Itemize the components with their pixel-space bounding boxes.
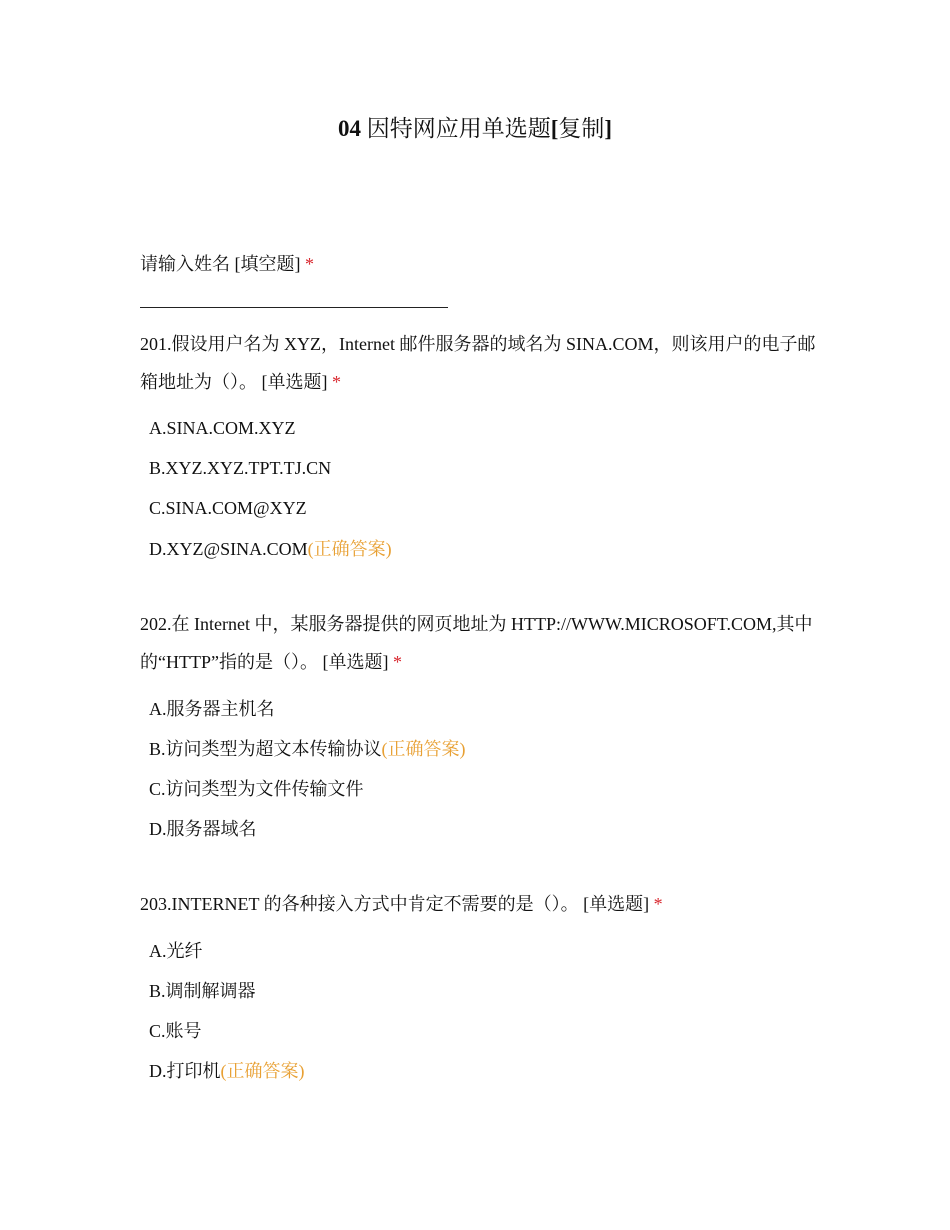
- title-tag: 复制: [558, 116, 605, 141]
- title-text: 因特网应用单选题: [366, 116, 551, 141]
- option-a[interactable]: A.服务器主机名: [149, 699, 275, 719]
- question-201: [140, 325, 820, 401]
- question-202: [140, 605, 820, 681]
- option-b[interactable]: B.访问类型为超文本传输协议(正确答案): [149, 739, 466, 759]
- correct-answer-label: (正确答案): [220, 1061, 305, 1081]
- required-mark: *: [653, 894, 663, 914]
- title-number: 04: [337, 116, 361, 141]
- option-b[interactable]: B.XYZ.XYZ.TPT.TJ.CN: [149, 458, 332, 478]
- name-question-type: [填空题]: [234, 254, 301, 274]
- question-type: [单选题]: [261, 372, 328, 392]
- question-text: 201.假设用户名为 XYZ，Internet 邮件服务器的域名为 SINA.COM，则该用户的电子邮箱地址为（）。: [140, 334, 816, 392]
- correct-answer-label: (正确答案): [381, 739, 466, 759]
- question-type: [单选题]: [583, 894, 650, 914]
- option-c[interactable]: C.访问类型为文件传输文件: [149, 779, 364, 799]
- option-c[interactable]: C.账号: [149, 1021, 202, 1041]
- option-c[interactable]: C.SINA.COM@XYZ: [149, 498, 307, 518]
- option-a[interactable]: A.SINA.COM.XYZ: [149, 418, 296, 438]
- question-type: [单选题]: [322, 652, 389, 672]
- option-d[interactable]: D.打印机(正确答案): [149, 1061, 305, 1081]
- required-mark: *: [392, 652, 402, 672]
- question-text: 203.INTERNET 的各种接入方式中肯定不需要的是（）。: [140, 894, 579, 914]
- name-question: [140, 245, 820, 283]
- option-a[interactable]: A.光纤: [149, 941, 203, 961]
- name-input-line[interactable]: [140, 307, 448, 308]
- option-d[interactable]: D.XYZ@SINA.COM(正确答案): [149, 539, 392, 559]
- question-203: [140, 885, 820, 923]
- option-d[interactable]: D.服务器域名: [149, 819, 257, 839]
- correct-answer-label: (正确答案): [307, 539, 392, 559]
- option-b[interactable]: B.调制解调器: [149, 981, 256, 1001]
- required-mark: *: [332, 372, 341, 392]
- required-mark: *: [305, 254, 314, 274]
- name-question-label: 请输入姓名: [140, 254, 230, 274]
- question-text: 202.在 Internet 中，某服务器提供的网页地址为 HTTP://WWW.MICROSOFT.COM,其中的“HTTP”指的是（）。: [140, 614, 813, 672]
- page-title: 04 因特网应用单选题[复制]: [337, 116, 613, 141]
